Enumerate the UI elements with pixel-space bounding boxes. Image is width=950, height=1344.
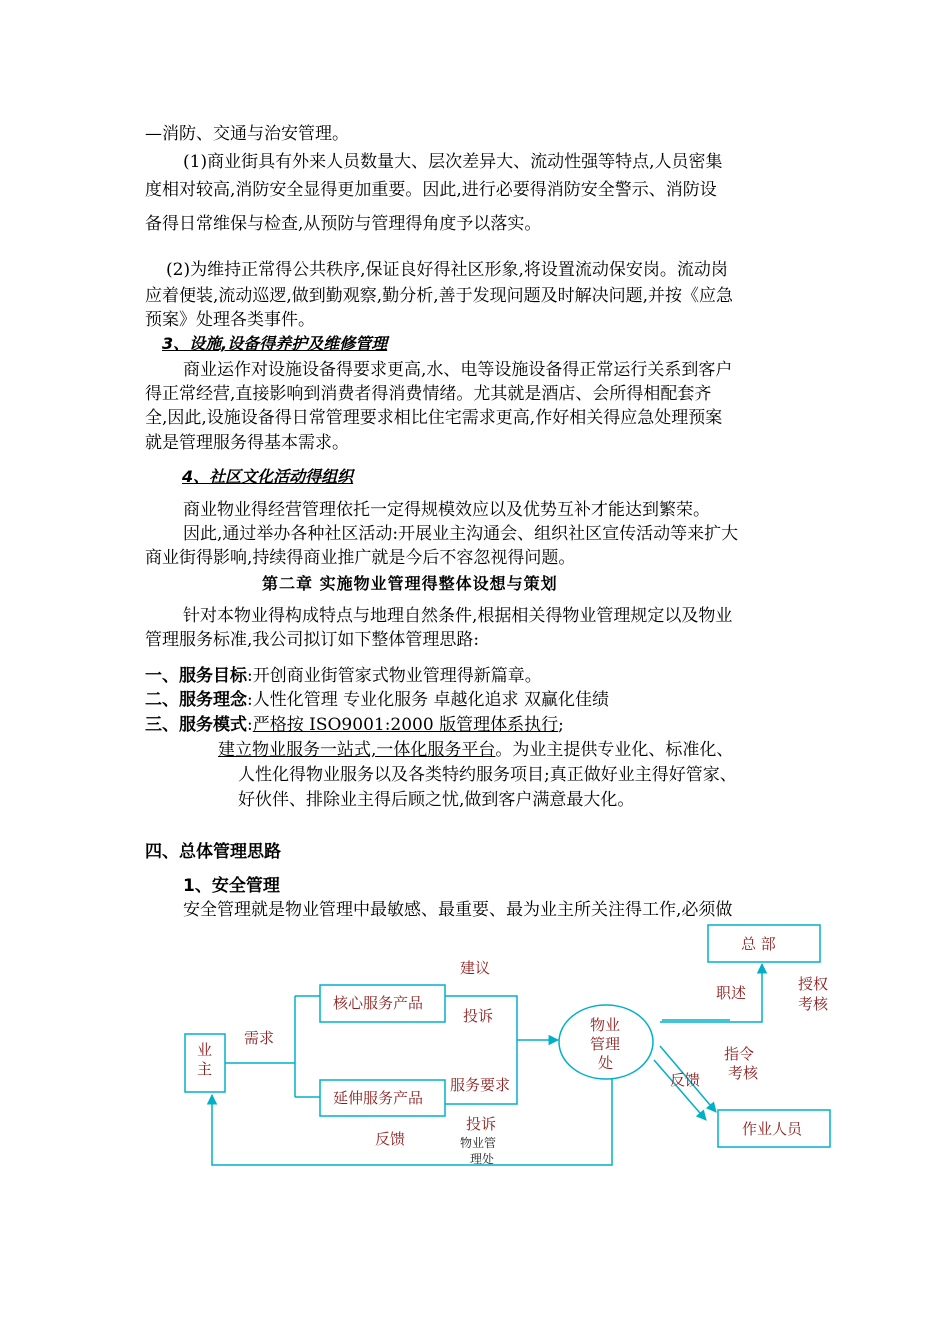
owner-label-1: 业 xyxy=(197,1041,213,1059)
para-3-line-1: 商业运作对设施设备得要求更高,水、电等设施设备得正常运行关系到客户 xyxy=(183,360,733,380)
item-service-goal-text: :开创商业街管家式物业管理得新篇章。 xyxy=(247,666,542,686)
para-2-line-2: 应着便装,流动巡逻,做到勤观察,勤分析,善于发现问题及时解决问题,并按《应急 xyxy=(145,286,734,306)
duty-label: 职述 xyxy=(716,984,747,1002)
feedback-label-1: 反馈 xyxy=(375,1130,406,1148)
demand-label: 需求 xyxy=(244,1029,275,1047)
para-1-line-2: 度相对较高,消防安全显得更加重要。因此,进行必要得消防安全警示、消防设 xyxy=(145,180,717,200)
connector-lines xyxy=(212,964,762,1165)
para-1-line-1: (1)商业街具有外来人员数量大、层次差异大、流动性强等特点,人员密集 xyxy=(183,152,723,172)
section-heading-4: 4、社区文化活动得组织 xyxy=(182,467,354,486)
mgmt-label-1: 物业 xyxy=(590,1016,621,1034)
hq-label: 总 部 xyxy=(741,935,776,953)
command-label-2: 考核 xyxy=(728,1064,759,1082)
complain-label-2: 投诉 xyxy=(466,1115,497,1133)
item-service-goal-label: 一、服务目标 xyxy=(145,666,247,686)
service-req-label: 服务要求 xyxy=(450,1076,511,1094)
auth-label-2: 考核 xyxy=(798,995,829,1013)
item-service-mode-semicolon: ; xyxy=(558,715,564,735)
para-0: —消防、交通与治安管理。 xyxy=(145,124,349,144)
para-5-line-1: 针对本物业得构成特点与地理自然条件,根据相关得物业管理规定以及物业 xyxy=(183,606,733,626)
para-6: 安全管理就是物业管理中最敏感、最重要、最为业主所关注得工作,必须做 xyxy=(183,900,733,920)
para-1-line-3: 备得日常维保与检查,从预防与管理得角度予以落实。 xyxy=(145,214,542,234)
mgmt-label-3: 处 xyxy=(598,1054,614,1072)
item-service-mode-platform: 建立物业服务一站式,一体化服务平台 xyxy=(218,740,496,760)
worker-label: 作业人员 xyxy=(742,1120,803,1138)
owner-label-2: 主 xyxy=(197,1060,213,1078)
mgmt-small-label-2: 理处 xyxy=(470,1152,495,1166)
item-service-mode-colon: : xyxy=(247,715,253,735)
auth-label-1: 授权 xyxy=(798,975,829,993)
item-service-mode-line-3: 人性化得物业服务以及各类特约服务项目;真正做好业主得好管家、 xyxy=(238,765,737,785)
para-3-line-4: 就是管理服务得基本需求。 xyxy=(145,433,349,453)
para-5-line-2: 管理服务标准,我公司拟订如下整体管理思路: xyxy=(145,630,480,650)
command-label-1: 指令 xyxy=(724,1045,755,1063)
subsection-heading-security: 1、安全管理 xyxy=(183,876,280,896)
item-service-concept-label: 二、服务理念 xyxy=(145,690,247,710)
chapter-title: 第二章 实施物业管理得整体设想与策划 xyxy=(262,574,558,593)
core-product-label: 核心服务产品 xyxy=(333,994,424,1012)
section-heading-3: 3、设施,设备得养护及维修管理 xyxy=(162,334,388,353)
para-4-line-2: 因此,通过举办各种社区活动:开展业主沟通会、组织社区宣传活动等来扩大 xyxy=(183,524,739,544)
section-heading-overall: 四、总体管理思路 xyxy=(145,842,281,862)
complain-label-1: 投诉 xyxy=(463,1007,494,1025)
para-2-line-3: 预案》处理各类事件。 xyxy=(145,310,315,330)
item-service-mode-iso: 严格按 ISO9001:2000 版管理体系执行 xyxy=(252,715,559,735)
suggest-label: 建议 xyxy=(460,959,491,977)
para-3-line-2: 得正常经营,直接影响到消费者得消费情绪。尤其就是酒店、会所得相配套齐 xyxy=(145,384,712,404)
para-4-line-3: 商业街得影响,持续得商业推广就是今后不容忽视得问题。 xyxy=(145,548,576,568)
item-service-concept-text: :人性化管理 专业化服务 卓越化追求 双赢化佳绩 xyxy=(247,690,609,710)
feedback-label-2: 反馈 xyxy=(670,1071,701,1089)
item-service-mode-rest-1: 。为业主提供专业化、标准化、 xyxy=(495,740,734,760)
para-4-line-1: 商业物业得经营管理依托一定得规模效应以及优势互补才能达到繁荣。 xyxy=(183,500,710,520)
item-service-mode-line-4: 好伙伴、排除业主得后顾之忧,做到客户满意最大化。 xyxy=(238,790,635,810)
para-2-line-1: (2)为维持正常得公共秩序,保证良好得社区形象,将设置流动保安岗。流动岗 xyxy=(166,260,728,280)
mgmt-label-2: 管理 xyxy=(590,1035,621,1053)
para-3-line-3: 全,因此,设施设备得日常管理要求相比住宅需求更高,作好相关得应急处理预案 xyxy=(145,408,723,428)
mgmt-small-label-1: 物业管 xyxy=(460,1136,497,1150)
item-service-mode-label: 三、服务模式 xyxy=(145,715,247,735)
ext-product-label: 延伸服务产品 xyxy=(333,1089,424,1107)
